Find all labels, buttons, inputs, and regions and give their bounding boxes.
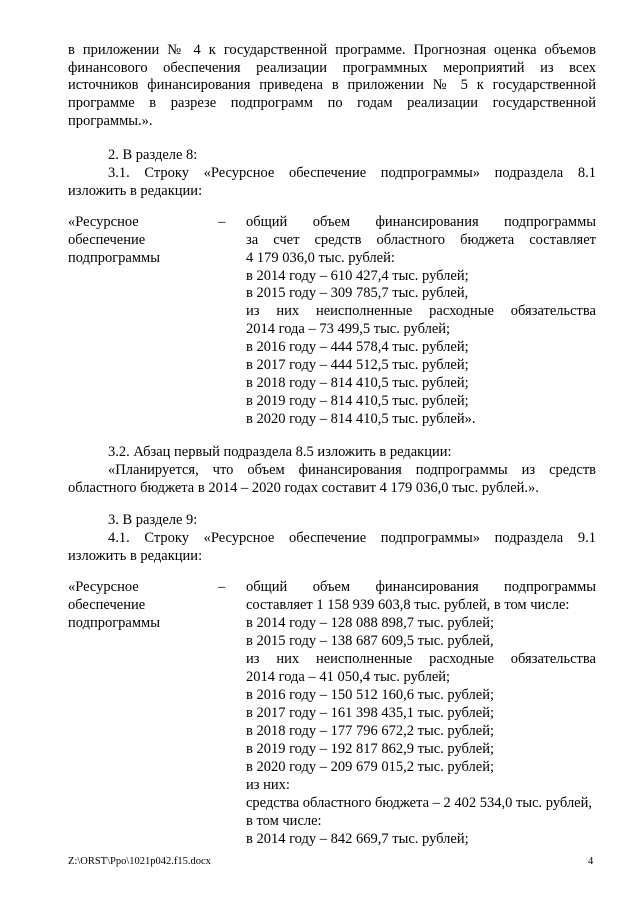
funding-line: 2014 года – 73 499,5 тыс. рублей; [246, 321, 451, 337]
section-8-heading: 2. В разделе 8: [108, 147, 198, 163]
funding-line: общий объем финансирования подпрограммы [246, 579, 596, 595]
funding-line: в 2014 году – 610 427,4 тыс. рублей; [246, 268, 469, 284]
intro-line-2: финансового обеспечения реализации программных мероприятий из всех [68, 60, 596, 76]
resource-label-line-1: «Ресурсное [68, 214, 139, 230]
section-9-heading: 3. В разделе 9: [108, 512, 198, 528]
funding-line: из них: [246, 777, 290, 793]
funding-line: из них неисполненные расходные обязательства [246, 303, 596, 319]
funding-line: из них неисполненные расходные обязательства [246, 651, 596, 667]
funding-line: 4 179 036,0 тыс. рублей: [246, 250, 395, 266]
funding-line: за счет средств областного бюджета составляет [246, 232, 596, 248]
funding-line: в 2016 году – 444 578,4 тыс. рублей; [246, 339, 469, 355]
funding-line: в 2016 году – 150 512 160,6 тыс. рублей; [246, 687, 495, 703]
funding-line: в том числе: [246, 813, 322, 829]
funding-line: в 2015 году – 138 687 609,5 тыс. рублей, [246, 633, 494, 649]
resource-dash: – [218, 214, 226, 230]
item-3-1-line-1: 3.1. Строку «Ресурсное обеспечение подпрограммы» подраздела 8.1 [108, 165, 596, 181]
funding-line: 2014 года – 41 050,4 тыс. рублей; [246, 669, 451, 685]
funding-line: в 2020 году – 814 410,5 тыс. рублей». [246, 411, 476, 427]
funding-line: в 2018 году – 177 796 672,2 тыс. рублей; [246, 723, 495, 739]
resource-label-line-3: подпрограммы [68, 615, 160, 631]
item-3-2-line-3: областного бюджета в 2014 – 2020 годах составит 4 179 036,0 тыс. рублей.». [68, 480, 539, 496]
funding-line: в 2019 году – 192 817 862,9 тыс. рублей; [246, 741, 495, 757]
item-3-2-line-2: «Планируется, что объем финансирования подпрограммы из средств [108, 462, 596, 478]
item-3-2-line-1: 3.2. Абзац первый подраздела 8.5 изложить в редакции: [108, 444, 452, 460]
item-4-1-line-2: изложить в редакции: [68, 548, 203, 564]
funding-line: в 2015 году – 309 785,7 тыс. рублей, [246, 285, 469, 301]
intro-line-3: источников финансирования приведена в приложении № 5 к государственной [68, 77, 596, 93]
resource-label-line-3: подпрограммы [68, 250, 160, 266]
funding-line: в 2017 году – 161 398 435,1 тыс. рублей; [246, 705, 495, 721]
funding-line: в 2014 году – 842 669,7 тыс. рублей; [246, 831, 469, 847]
footer-file-path: Z:\ORST\Ppo\1021p042.f15.docx [68, 856, 211, 867]
funding-line: общий объем финансирования подпрограммы [246, 214, 596, 230]
intro-line-1: в приложении № 4 к государственной программе. Прогнозная оценка объемов [68, 42, 596, 58]
resource-label-line-2: обеспечение [68, 597, 146, 613]
funding-line: в 2014 году – 128 088 898,7 тыс. рублей; [246, 615, 495, 631]
funding-line: в 2020 году – 209 679 015,2 тыс. рублей; [246, 759, 495, 775]
intro-line-4: программе в разрезе подпрограмм по годам реализации государственной [68, 95, 596, 111]
resource-label-line-1: «Ресурсное [68, 579, 139, 595]
funding-line: в 2019 году – 814 410,5 тыс. рублей; [246, 393, 469, 409]
funding-line: средства областного бюджета – 2 402 534,0 тыс. рублей, [246, 795, 592, 811]
item-4-1-line-1: 4.1. Строку «Ресурсное обеспечение подпрограммы» подраздела 9.1 [108, 530, 596, 546]
funding-line: в 2017 году – 444 512,5 тыс. рублей; [246, 357, 469, 373]
resource-dash: – [218, 579, 226, 595]
page-number: 4 [588, 856, 594, 867]
funding-line: в 2018 году – 814 410,5 тыс. рублей; [246, 375, 469, 391]
intro-line-5: программы.». [68, 113, 153, 129]
funding-line: составляет 1 158 939 603,8 тыс. рублей, в том числе: [246, 597, 570, 613]
item-3-1-line-2: изложить в редакции: [68, 183, 203, 199]
resource-label-line-2: обеспечение [68, 232, 146, 248]
